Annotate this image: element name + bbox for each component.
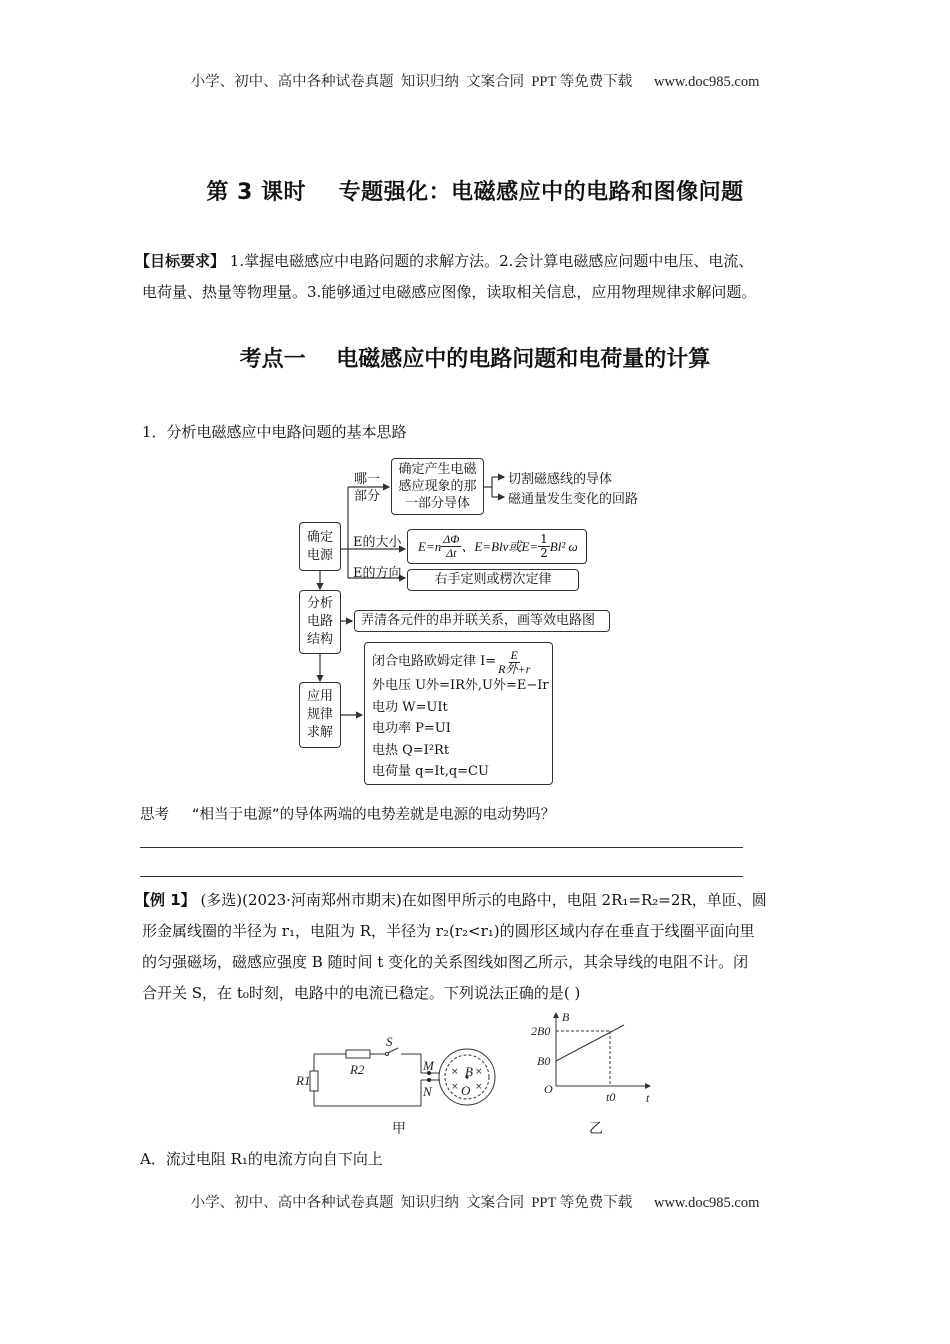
magnitude-formula-box: E=n $\frac{\Delta\Phi}{\Delta t}$ 、E=Blv或E= $\frac{1}{2}$ Bl² ω <box>407 529 587 564</box>
svg-text:S: S <box>386 1034 393 1049</box>
svg-text:M: M <box>423 1058 434 1073</box>
direction-rule-box: 右手定则或楞次定律 <box>407 569 579 591</box>
answer-line-2[interactable] <box>140 876 743 877</box>
objectives-line1: 1.掌握电磁感应中电路问题的求解方法。2.会计算电磁感应问题中电压、电流、 <box>225 252 754 270</box>
objectives <box>135 246 835 308</box>
page-title: 第 3 课时 专题强化：电磁感应中的电路和图像问题 <box>206 180 744 205</box>
svg-text:×: × <box>451 1082 459 1092</box>
branch-magnitude: E的大小 <box>353 535 402 550</box>
svg-text:B: B <box>465 1064 473 1079</box>
law-heat: 电热 Q=I²Rt <box>372 742 450 758</box>
objectives-tag: 【目标要求】 <box>135 252 226 270</box>
laws-box: 闭合电路欧姆定律 I= $\frac{E}{\text{R外+r}}$ 外电压 U外=IR外,U外=E−Ir 电功 W=UIt 电功率 P=UI 电热 Q=I²Rt 电荷量 q=It,q=CU <box>364 642 553 785</box>
branch-direction: E的方向 <box>353 566 402 581</box>
svg-text:t: t <box>646 1091 650 1105</box>
circuit-structure-box: 弄清各元件的串并联关系，画等效电路图 <box>354 610 610 632</box>
law-charge: 电荷量 q=It,q=CU <box>372 764 489 779</box>
svg-text:O: O <box>461 1083 471 1098</box>
result-cutting-conductor: 切割磁感线的导体 <box>508 472 613 487</box>
svg-text:B0: B0 <box>537 1054 551 1068</box>
answer-line-1[interactable] <box>140 847 743 848</box>
item-1-heading: 1．分析电磁感应中电路问题的基本思路 <box>142 423 407 441</box>
law-work: 电功 W=UIt <box>372 699 448 715</box>
svg-text:R1: R1 <box>296 1073 311 1088</box>
example-1: 【例 1】 (多选)(2023·河南郑州市期末)在如图甲所示的电路中，电阻 2R₁=R₂=2R，单匝、圆 形金属线圈的半径为 r₁，电阻为 R，半径为 r₂(r₂<r₁)的圆形区域内存在垂直于线圈平面向里 的匀强磁场，磁感应强度 B 随时间 t 变化的关系图线如图乙所示，其余导线的电阻不计。闭 合开关 S，在 t₀时刻，电路中的电流已稳定。下列说法正确的是( ) <box>135 891 767 1002</box>
step-determine-source: 确定 电源 <box>299 522 341 571</box>
circuit-figure-jia <box>280 1010 510 1145</box>
page-header: 小学、初中、高中各种试卷真题 知识归纳 文案合同 PPT 等免费下载 www.doc985.com <box>190 74 760 90</box>
svg-text:O: O <box>544 1082 553 1096</box>
svg-text:R2: R2 <box>350 1062 365 1077</box>
svg-text:乙: 乙 <box>589 1121 603 1137</box>
objectives-line2: 电荷量、热量等物理量。3.能够通过电磁感应图像，读取相关信息，应用物理规律求解问题。 <box>142 283 757 301</box>
law-voltage: 外电压 U外=IR外,U外=E−Ir <box>372 678 549 693</box>
svg-text:×: × <box>451 1067 459 1077</box>
which-part-box: 确定产生电磁 感应现象的那 一部分导体 <box>391 458 484 515</box>
section-title: 考点一 电磁感应中的电路问题和电荷量的计算 <box>239 347 711 372</box>
law-power: 电功率 P=UI <box>372 721 451 736</box>
svg-text:N: N <box>423 1084 432 1099</box>
step-apply-laws: 应用 规律 求解 <box>299 682 341 748</box>
svg-text:t0: t0 <box>606 1090 616 1104</box>
svg-text:2B0: 2B0 <box>531 1024 551 1038</box>
page-footer: 小学、初中、高中各种试卷真题 知识归纳 文案合同 PPT 等免费下载 www.doc985.com <box>190 1195 760 1211</box>
svg-text:B: B <box>562 1010 570 1024</box>
graph-figure-yi <box>520 1005 670 1145</box>
think-question: 思考 “相当于电源”的导体两端的电势差就是电源的电动势吗？ <box>140 807 556 823</box>
step-analyze-circuit: 分析 电路 结构 <box>299 590 341 654</box>
svg-text:×: × <box>475 1082 483 1092</box>
branch-which-part: 哪一 部分 <box>354 472 381 504</box>
result-flux-change-loop: 磁通量发生变化的回路 <box>508 492 639 507</box>
svg-text:×: × <box>475 1067 483 1077</box>
svg-text:甲: 甲 <box>392 1121 406 1137</box>
option-a: A．流过电阻 R₁的电流方向自下向上 <box>140 1150 383 1168</box>
